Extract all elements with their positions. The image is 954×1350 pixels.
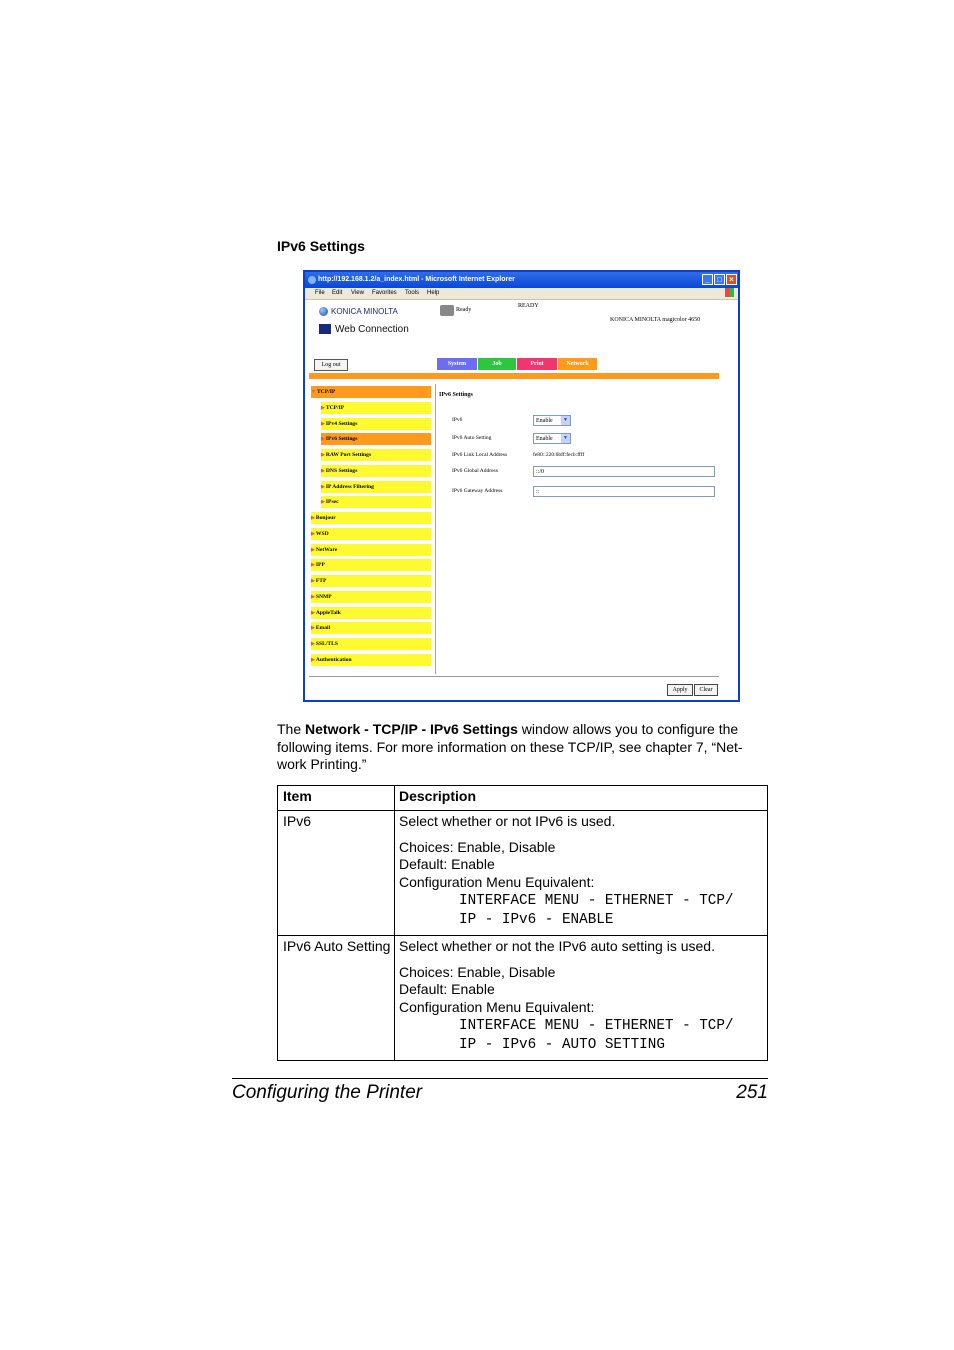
printer-model: KONICA MINOLTA magicolor 4650 — [610, 317, 701, 323]
section-heading: IPv6 Settings — [277, 238, 365, 254]
triangle-right-icon: ▶ — [321, 421, 325, 427]
chevron-down-icon: ▼ — [561, 416, 570, 425]
gateway-address-input[interactable]: :: — [533, 486, 715, 497]
sidebar-item-label: IPsec — [325, 499, 339, 506]
triangle-right-icon: ▶ — [321, 453, 325, 458]
minimize-icon[interactable]: _ — [702, 274, 713, 285]
page-number: 251 — [736, 1082, 768, 1103]
sidebar-item-label: Bonjour — [315, 515, 336, 521]
sidebar-nav — [309, 384, 436, 674]
row-default: Default: Enable — [399, 981, 495, 998]
triangle-right-icon: ▶ — [311, 642, 315, 647]
row-choices: Choices: Enable, Disable — [399, 838, 556, 855]
row-menu-path: INTERFACE MENU - ETHERNET - TCP/ — [459, 1017, 734, 1034]
sidebar-item-label: Email — [315, 625, 331, 632]
sidebar-item-label: SNMP — [315, 593, 332, 600]
sidebar-item-ip-address-filtering[interactable] — [321, 481, 431, 493]
ipv6-label: IPv6 — [452, 417, 463, 423]
chevron-down-icon: ▼ — [561, 434, 570, 443]
menu-view[interactable]: View — [351, 290, 364, 296]
sidebar-item-raw-port-settings[interactable] — [321, 449, 431, 461]
tab-print[interactable]: Print — [517, 358, 557, 370]
link-local-label: IPv6 Link Local Address — [452, 452, 508, 458]
sidebar-item-bonjour[interactable] — [311, 512, 431, 524]
browser-menubar — [305, 288, 738, 300]
intro-menu-path: Network - TCP/IP - IPv6 Settings — [305, 721, 518, 737]
row-default: Default: Enable — [399, 856, 495, 873]
row-summary: Select whether or not the IPv6 auto setting is used. — [399, 938, 715, 954]
sidebar-item-label: IPv6 Settings — [325, 436, 358, 443]
items-table — [277, 785, 768, 1061]
row-choices: Choices: Enable, Disable — [399, 963, 556, 980]
gateway-address-label: IPv6 Gateway Address — [452, 488, 503, 494]
sidebar-item-label: DNS Settings — [325, 467, 358, 474]
sidebar-item-appletalk[interactable] — [311, 607, 431, 619]
table-row — [278, 936, 768, 1061]
triangle-right-icon: ▶ — [311, 563, 315, 569]
sidebar-item-tcp-ip[interactable] — [321, 402, 431, 414]
row-item: IPv6 Auto Setting — [278, 936, 395, 1061]
printer-status: READY — [518, 303, 539, 309]
row-menu-path-cont: IP - IPv6 - AUTO SETTING — [459, 1037, 665, 1054]
link-local-value: fe80::220:6bff:fecb:ffff — [533, 452, 585, 458]
maximize-icon[interactable]: □ — [714, 274, 725, 285]
triangle-right-icon: ▶ — [311, 610, 315, 616]
sidebar-item-ipv6-settings[interactable] — [321, 433, 431, 445]
menu-help[interactable]: Help — [427, 290, 440, 296]
close-icon[interactable]: × — [726, 274, 737, 285]
ipv6-auto-label: IPv6 Auto Setting — [452, 435, 492, 441]
tab-network[interactable]: Network — [558, 358, 597, 370]
logout-button[interactable]: Log out — [314, 359, 348, 371]
sidebar-item-netware[interactable] — [311, 544, 431, 556]
sidebar-item-snmp[interactable] — [311, 591, 431, 603]
ipv6-select[interactable] — [533, 415, 571, 426]
sidebar-item-label: SSL/TLS — [315, 641, 338, 647]
row-description — [395, 811, 768, 936]
triangle-right-icon: ▶ — [311, 626, 315, 632]
triangle-right-icon: ▶ — [311, 657, 315, 663]
sidebar-item-label: Authentication — [315, 656, 352, 663]
sidebar-item-email[interactable] — [311, 622, 431, 634]
row-menu-path: INTERFACE MENU - ETHERNET - TCP/ — [459, 892, 734, 909]
menu-favorites[interactable]: Favorites — [372, 290, 397, 296]
printer-icon — [440, 305, 454, 316]
sidebar-item-dns-settings[interactable] — [321, 465, 431, 477]
row-item: IPv6 — [278, 811, 395, 936]
triangle-right-icon: ▶ — [321, 405, 325, 411]
triangle-right-icon: ▶ — [321, 500, 325, 506]
row-menu-label: Configuration Menu Equivalent: — [399, 998, 595, 1015]
content-title: IPv6 Settings — [439, 392, 473, 398]
triangle-right-icon: ▶ — [321, 437, 325, 443]
sidebar-item-label: RAW Port Settings — [325, 452, 372, 458]
row-summary: Select whether or not IPv6 is used. — [399, 813, 616, 829]
sidebar-item-label: TCP/IP — [325, 404, 345, 411]
ipv6-auto-select-value: Enable — [536, 436, 553, 442]
sidebar-item-label: IPP — [315, 562, 325, 569]
clear-button[interactable]: Clear — [694, 684, 718, 696]
sidebar-item-label: WSD — [315, 530, 329, 537]
globe-icon — [319, 307, 328, 316]
triangle-right-icon: ▶ — [311, 531, 315, 537]
footer-title: Configuring the Printer — [232, 1082, 423, 1103]
windows-flag-icon — [725, 288, 734, 297]
tab-underline-bar — [309, 373, 719, 379]
browser-window-screenshot — [303, 270, 740, 702]
tab-system[interactable]: System — [437, 358, 477, 370]
ipv6-auto-select[interactable] — [533, 433, 571, 444]
sidebar-item-label: FTP — [315, 578, 327, 584]
sidebar-item-tcp-ip[interactable] — [311, 386, 431, 398]
row-menu-path-cont: IP - IPv6 - ENABLE — [459, 912, 614, 929]
footer-rule — [232, 1078, 768, 1079]
triangle-right-icon: ▶ — [311, 547, 315, 553]
content-divider — [309, 676, 719, 677]
triangle-right-icon: ▶ — [311, 516, 315, 521]
sidebar-item-label: NetWare — [315, 546, 338, 553]
row-description — [395, 936, 768, 1061]
intro-paragraph — [277, 721, 769, 774]
ipv6-select-value: Enable — [536, 418, 553, 424]
header-description: Description — [395, 786, 768, 811]
konica-minolta-logo — [319, 307, 398, 316]
sidebar-item-label: TCP/IP — [316, 389, 336, 395]
sidebar-item-ipv4-settings[interactable] — [321, 418, 431, 430]
sidebar-item-ipp[interactable] — [311, 559, 431, 571]
menu-file[interactable]: File — [315, 290, 325, 296]
header-item: Item — [278, 786, 395, 811]
printer-status-small: Ready — [456, 307, 472, 313]
triangle-right-icon: ▶ — [321, 484, 325, 490]
triangle-right-icon: ▶ — [311, 579, 315, 584]
internet-explorer-icon — [308, 276, 316, 284]
apply-button[interactable]: Apply — [667, 684, 693, 696]
sidebar-item-ftp[interactable] — [311, 575, 431, 587]
browser-titlebar — [305, 272, 738, 288]
global-address-label: IPv6 Global Address — [452, 468, 498, 474]
intro-text-end: window allows you to configure the following items. For more information on these TCP/IP, see chapter 7, “Net-work Printing.” — [277, 721, 743, 773]
global-address-input[interactable]: ::/0 — [533, 466, 715, 477]
row-menu-label: Configuration Menu Equivalent: — [399, 873, 595, 890]
sidebar-item-authentication[interactable] — [311, 654, 431, 666]
menu-tools[interactable]: Tools — [405, 290, 420, 296]
pagescope-logo — [319, 324, 409, 335]
sidebar-item-label: IP Address Filtering — [325, 483, 374, 490]
sidebar-item-ssl-tls[interactable] — [311, 638, 431, 650]
triangle-right-icon: ▶ — [311, 594, 315, 600]
table-row — [278, 811, 768, 936]
intro-text-start: The — [277, 721, 306, 737]
pagescope-icon — [319, 324, 331, 334]
brand-text: KONICA MINOLTA — [331, 307, 398, 316]
triangle-right-icon: ▶ — [321, 468, 325, 474]
table-header-row — [278, 786, 768, 811]
sidebar-item-label: AppleTalk — [315, 609, 341, 616]
sidebar-item-wsd[interactable] — [311, 528, 431, 540]
menu-edit[interactable]: Edit — [332, 290, 343, 296]
triangle-down-icon: ▼ — [311, 390, 316, 395]
product-name: Web Connection — [335, 324, 409, 335]
tab-job[interactable]: Job — [478, 358, 516, 370]
browser-window-title: http://192.168.1.2/a_index.html - Microsoft Internet Explorer — [318, 276, 515, 283]
sidebar-item-label: IPv4 Settings — [325, 420, 358, 427]
sidebar-item-ipsec[interactable] — [321, 496, 431, 508]
